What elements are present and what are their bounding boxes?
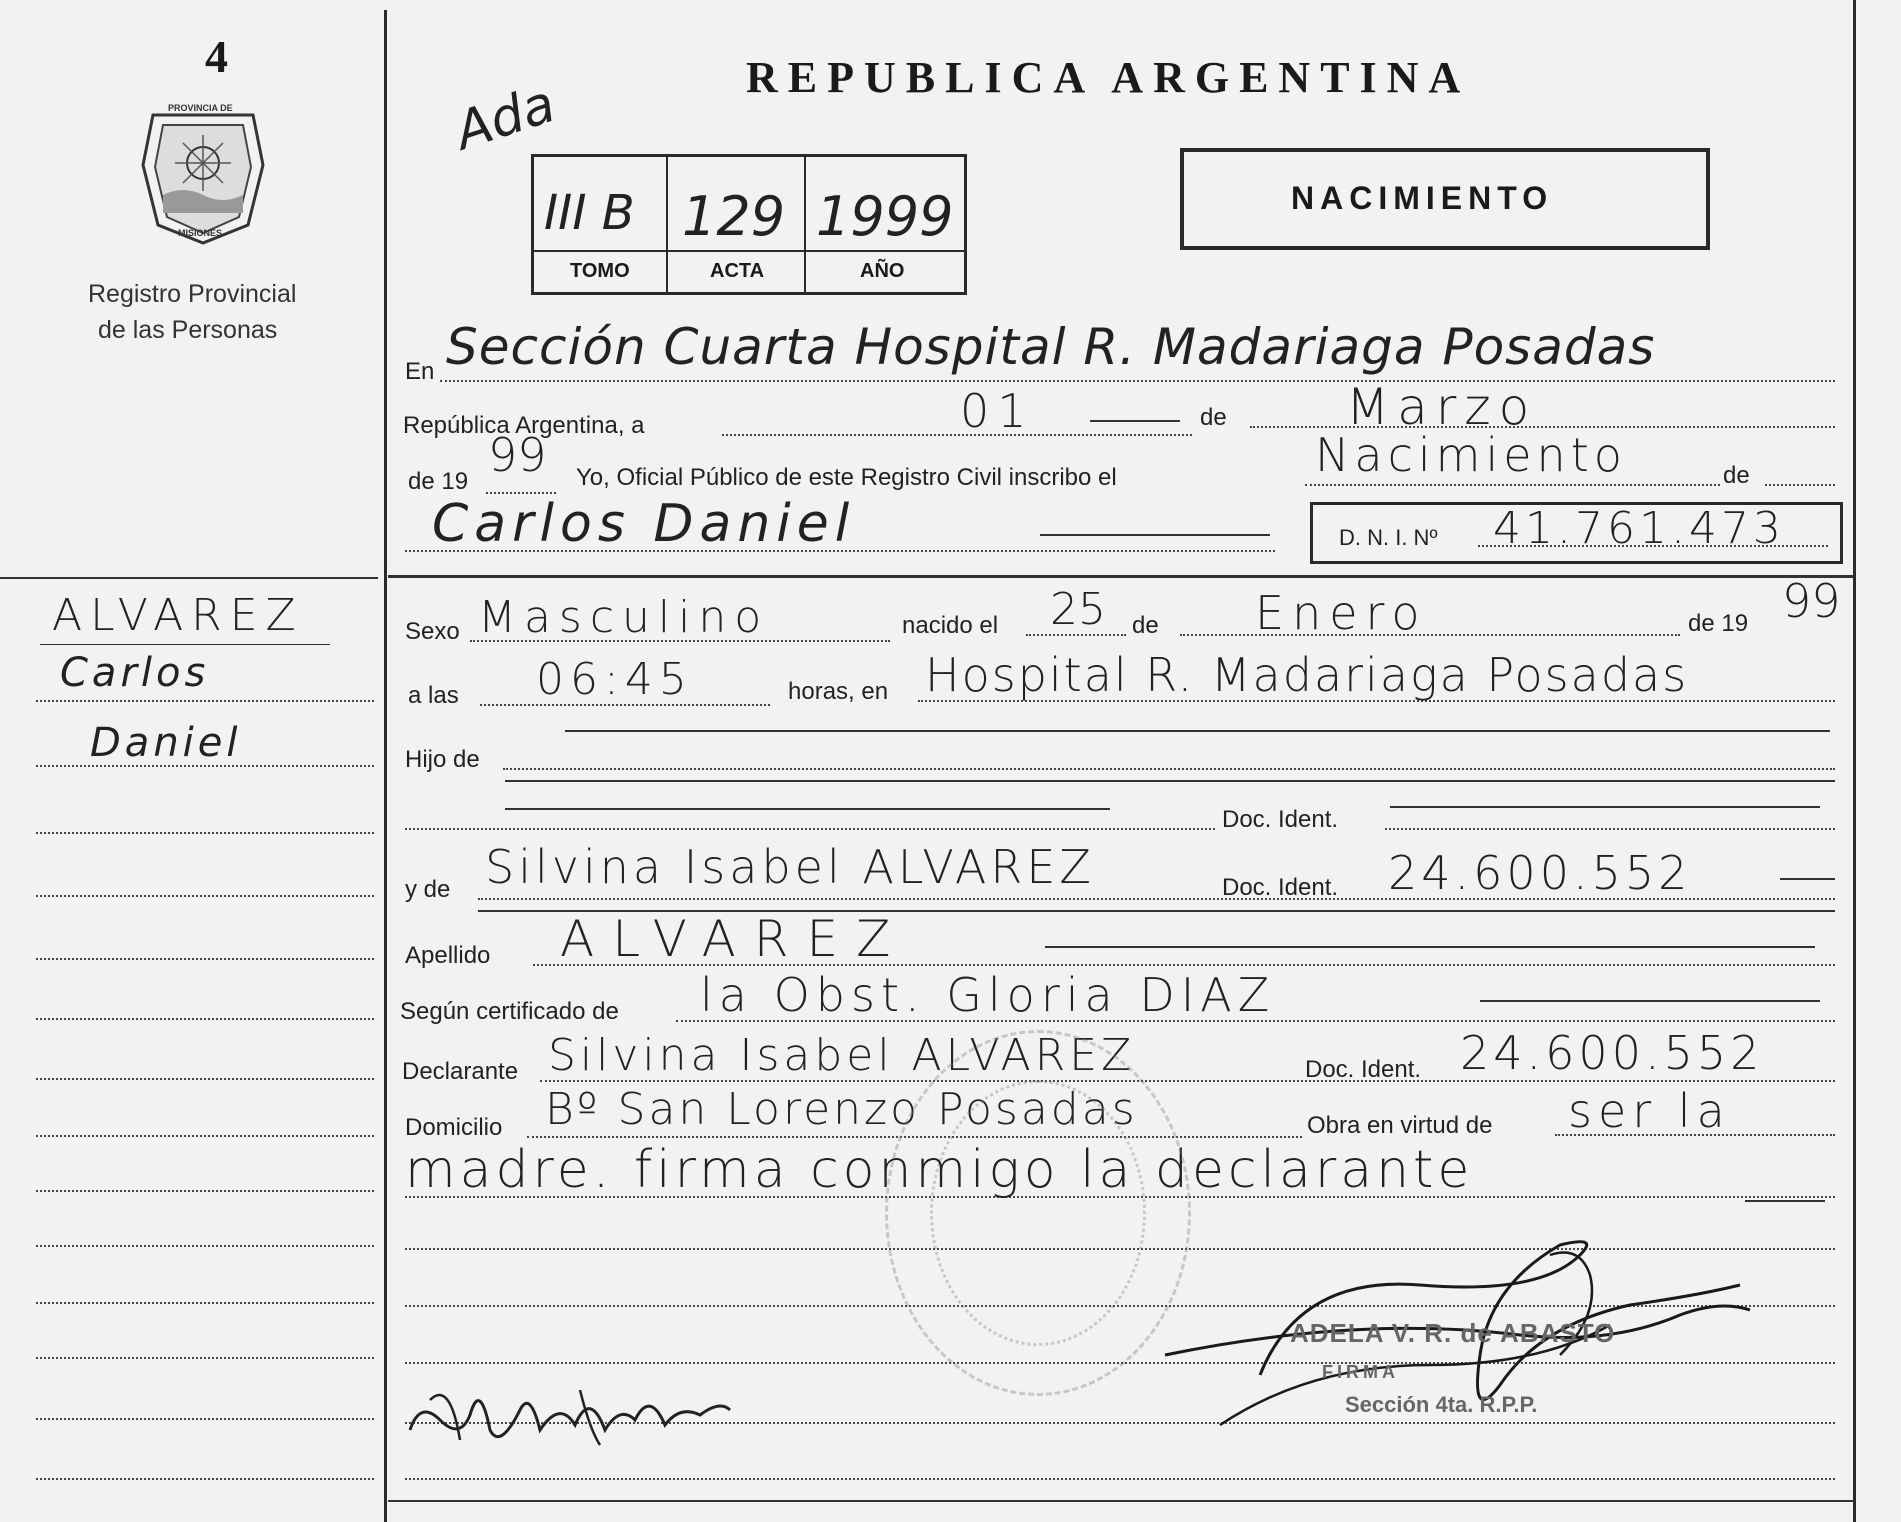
field-line [722,434,1192,436]
field-dash [505,780,1835,782]
value-obra: ser la [1568,1084,1731,1138]
label-de2: de [1132,612,1159,639]
record-type-label: NACIMIENTO [1291,180,1554,216]
ano-value: 1999 [816,185,954,248]
page-number: 4 [205,31,228,82]
margin-dotted-line [36,765,374,767]
value-dia-nac: 25 [1050,584,1106,635]
ano-label: AÑO [860,260,905,282]
label-alas: a las [408,682,459,709]
field-line [405,828,1215,830]
field-dash [1090,420,1180,422]
acta-value: 129 [682,185,786,248]
label-de-end: de [1723,462,1750,489]
field-dash [505,808,1110,810]
country-heading: REPUBLICA ARGENTINA [746,53,1471,102]
value-certificado: la Obst. Gloria DIAZ [700,968,1276,1022]
dni-box [1310,502,1843,564]
value-declarante: Silvina Isabel ALVAREZ [548,1030,1136,1081]
tomo-label: TOMO [570,260,630,282]
label-de19: de 19 [408,468,469,495]
label-domicilio: Domicilio [405,1114,503,1141]
emblem-lettering-top: PROVINCIA DE [168,103,233,113]
value-mes-nac: Enero [1255,586,1428,640]
margin-dotted-line [36,1135,374,1137]
value-nota: madre. firma conmigo la declarante [405,1140,1474,1200]
field-dash [1745,1200,1825,1202]
field-line [1765,484,1835,486]
declarant-signature [400,1360,750,1470]
margin-dotted-line [36,832,374,834]
value-lugar: Hospital R. Madariaga Posadas [925,648,1689,702]
province-emblem [133,95,273,245]
margin-dotted-line [36,1302,374,1304]
bottom-rule [388,1500,1853,1502]
value-anio: 99 [488,428,547,482]
value-hora: 06:45 [536,654,693,705]
officer-section: Sección 4ta. R.P.P. [1345,1392,1538,1417]
record-type-box [1180,148,1710,250]
official-stamp-inner [930,1080,1146,1346]
label-dni: D. N. I. Nº [1339,525,1438,550]
section-divider [388,575,1853,578]
column-divider [384,10,387,1522]
registry-box [531,154,967,295]
margin-dotted-line [36,1078,374,1080]
emblem-lettering-bottom: MISIONES [178,228,223,238]
label-de19b: de 19 [1688,610,1749,637]
margin-dotted-line [36,895,374,897]
value-dia: 01 [960,384,1035,438]
label-segun: Según certificado de [400,998,619,1025]
margin-dotted-line [36,1245,374,1247]
label-hijo: Hijo de [405,746,480,773]
office-name-line1: Registro Provincial [88,280,297,308]
value-seccion: Sección Cuarta Hospital R. Madariaga Posadas [446,318,1656,376]
value-acto: Nacimiento [1315,428,1627,482]
officer-title: FIRMA [1322,1362,1399,1382]
margin-secondname: Daniel [90,720,242,766]
value-mes: Marzo [1346,378,1538,436]
value-domicilio: Bº San Lorenzo Posadas [545,1084,1138,1135]
field-dash [1390,806,1820,808]
value-madre-doc: 24.600.552 [1388,846,1692,900]
label-docident2: Doc. Ident. [1222,874,1339,901]
label-sexo: Sexo [405,618,460,645]
margin-line-1 [40,644,330,645]
label-declarante: Declarante [402,1058,519,1085]
label-horas: horas, en [788,678,889,705]
value-declarante-doc: 24.600.552 [1460,1026,1764,1080]
label-apellido: Apellido [405,942,491,969]
margin-surname: ALVAREZ [52,590,304,641]
margin-dotted-line [36,958,374,960]
field-line [405,1478,1835,1480]
field-dash [565,730,1830,732]
label-docident1: Doc. Ident. [1222,806,1339,833]
office-name-line2: de las Personas [98,316,278,344]
margin-dotted-line [36,1478,374,1480]
value-apellido: ALVAREZ [560,910,909,968]
officer-name: ADELA V. R. de ABASTO [1290,1318,1616,1348]
margin-dotted-line [36,1018,374,1020]
field-dash [1480,1000,1820,1002]
margin-firstname: Carlos [60,650,210,696]
label-de: de [1200,404,1227,431]
field-line [440,380,1835,382]
field-dash [1045,946,1815,948]
right-border [1853,0,1856,1522]
label-docident3: Doc. Ident. [1305,1056,1422,1083]
field-dash [1780,878,1835,880]
value-sexo: Masculino [478,592,770,643]
value-anio-nac: 99 [1782,574,1841,628]
field-dash [1040,534,1270,536]
margin-dotted-line [36,1357,374,1359]
margin-dotted-line [36,1418,374,1420]
tomo-value: III B [544,185,635,241]
value-nombre: Carlos Daniel [432,494,856,554]
value-dni: 41.761.473 [1493,503,1785,554]
label-republica: República Argentina, a [403,412,645,439]
label-yo: Yo, Oficial Público de este Registro Civil inscribo el [576,464,1117,491]
label-yde: y de [405,876,451,903]
handwritten-annotation: Ada [448,73,563,163]
label-en: En [405,358,435,385]
field-line [1305,484,1720,486]
label-nacido: nacido el [902,612,999,639]
field-line [1385,828,1835,830]
field-line [503,768,1835,770]
margin-dotted-line [36,700,374,702]
margin-dotted-line [36,1190,374,1192]
value-madre: Silvina Isabel ALVAREZ [485,840,1095,894]
label-obra: Obra en virtud de [1307,1112,1493,1139]
margin-divider-line [0,577,378,579]
acta-label: ACTA [710,260,765,282]
